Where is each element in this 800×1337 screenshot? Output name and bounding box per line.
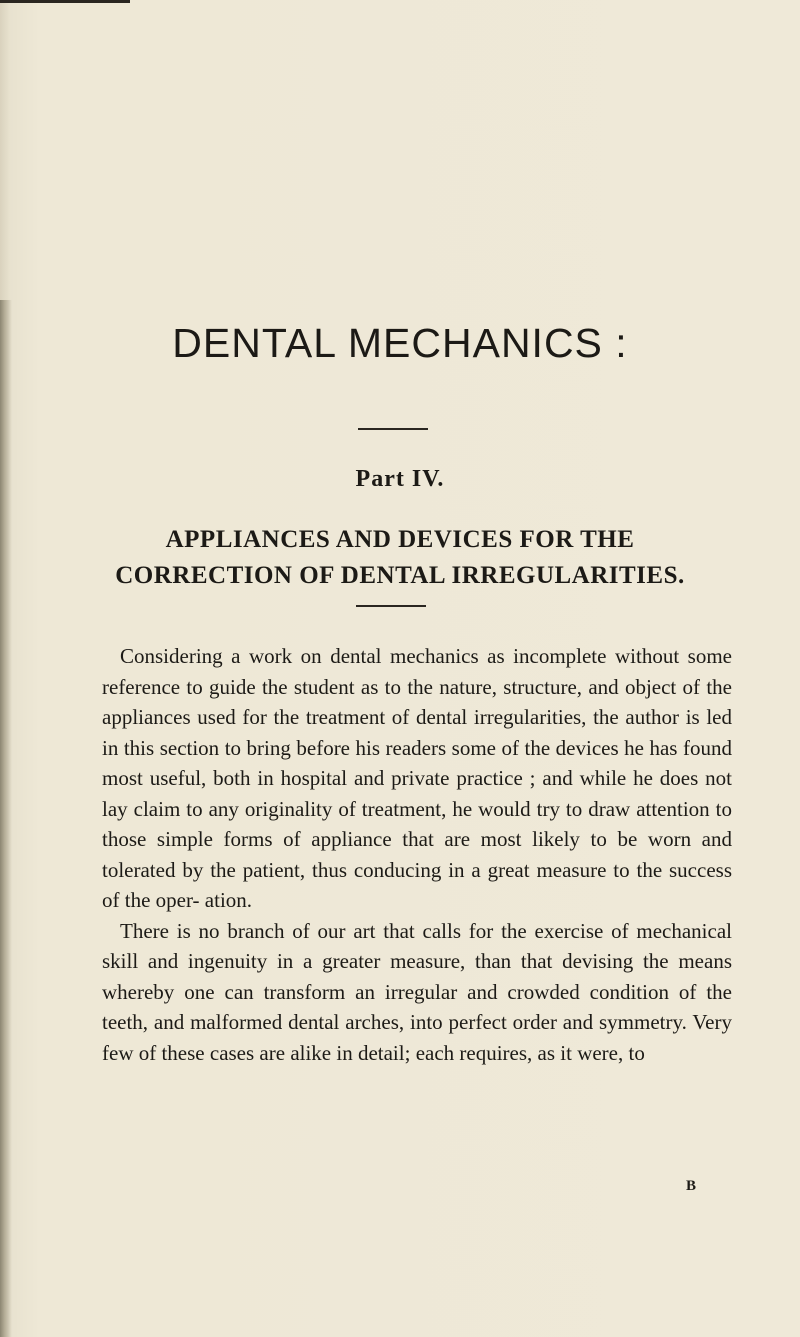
section-title — [0, 522, 800, 594]
signature-mark: B — [686, 1178, 697, 1194]
top-edge-rule — [0, 0, 130, 3]
section-divider-rule — [356, 605, 426, 607]
paragraph-2: There is no branch of our art that calls for the exercise of mechanical skill and ingenuity in a greater measure, than that devising the means whereby one can transform an irregular and crowded condition of the teeth, and malformed dental arches, into perfect order and symmetry. Very few of these cases are alike in detail; each requires, as it were, to — [102, 918, 732, 1065]
section-title-line-1: APPLIANCES AND DEVICES FOR THE — [165, 526, 635, 553]
paragraph-1: Considering a work on dental mechanics as incomplete without some reference to guide the student as to the nature, structure, and object of the appliances used for the treatment of dental irregularities, the author is led in this section to bring before his readers some of the devices he has found most useful, both in hospital and private practice ; and while he does not lay claim to any originality of treatment, he would try to draw attention to those simple forms of appliance that are most likely to be worn and tolerated by the patient, thus conducing in a great measure to the success of the oper- ation. — [102, 644, 732, 912]
section-title-line-2: CORRECTION OF DENTAL IRREGULARITIES. — [115, 562, 685, 589]
title-divider-rule — [358, 428, 428, 430]
book-title: DENTAL MECHANICS : — [172, 320, 628, 366]
body-text — [102, 641, 732, 1068]
part-label: Part IV. — [355, 466, 445, 492]
binding-shadow — [0, 300, 12, 1337]
